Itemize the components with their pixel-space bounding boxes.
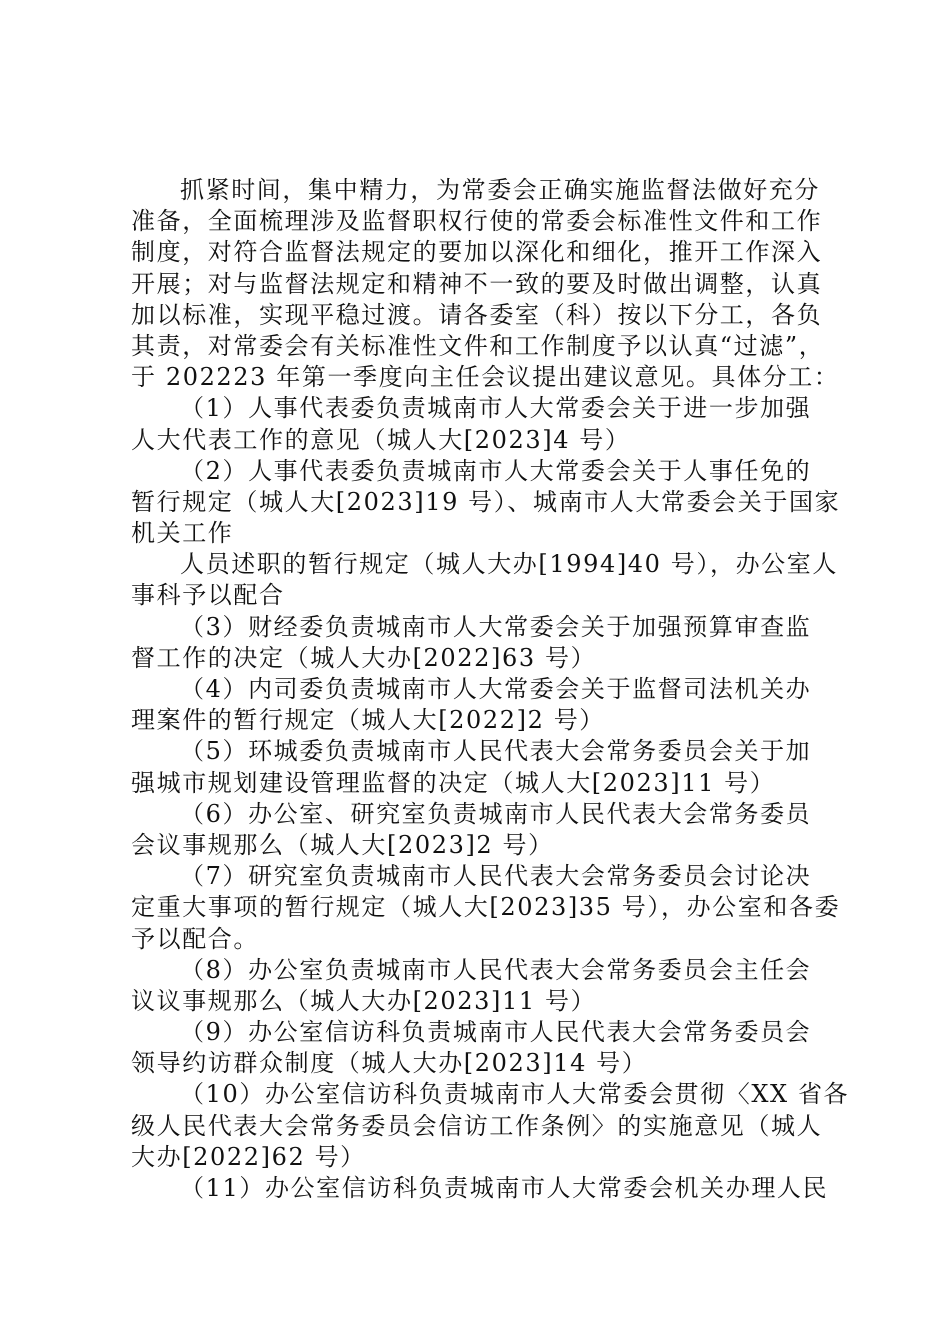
list-item-line: 督工作的决定（城人大办[2022]63 号） (131, 643, 597, 672)
list-item-line: 予以配合。 (131, 924, 259, 953)
list-item-line: （11）办公室信访科负责城南市人大常委会机关办理人民 (180, 1174, 829, 1202)
list-item-line: （1）人事代表委负责城南市人大常委会关于进一步加强 (180, 394, 812, 423)
list-item-line: 大办[2022]62 号） (131, 1142, 366, 1171)
paragraph-line: 准备，全面梳理涉及监督职权行使的常委会标准性文件和工作 (131, 207, 823, 236)
list-item-line: （8）办公室负责城南市人民代表大会常务委员会主任会 (180, 955, 812, 984)
list-item-line: 会议事规那么（城人大[2023]2 号） (131, 830, 554, 859)
document-body (131, 175, 850, 1204)
paragraph-line: 抓紧时间，集中精力，为常委会正确实施监督法做好充分 (180, 176, 820, 204)
list-item-line: 人大代表工作的意见（城人大[2023]4 号） (131, 425, 631, 454)
list-item-line: （7）研究室负责城南市人民代表大会常务委员会讨论决 (180, 862, 812, 891)
paragraph-line: 加以标准，实现平稳过渡。请各委室（科）按以下分工，各负 (131, 300, 823, 329)
list-item-line: 领导约访群众制度（城人大办[2023]14 号） (131, 1049, 648, 1078)
list-item-line: （6）办公室、研究室负责城南市人民代表大会常务委员 (180, 799, 812, 828)
paragraph-line: 开展；对与监督法规定和精神不一致的要及时做出调整，认真 (131, 269, 823, 298)
list-item-line: 理案件的暂行规定（城人大[2022]2 号） (131, 706, 605, 735)
list-item-line: （3）财经委负责城南市人大常委会关于加强预算审查监 (180, 612, 812, 641)
paragraph-line: 制度，对符合监督法规定的要加以深化和细化，推开工作深入 (131, 238, 823, 267)
list-item-line: 议议事规那么（城人大办[2023]11 号） (131, 986, 597, 1015)
list-item-line: 强城市规划建设管理监督的决定（城人大[2023]11 号） (131, 768, 776, 797)
paragraph-line: 于 202223 年第一季度向主任会议提出建议意见。具体分工： (131, 363, 840, 392)
list-item-line: （9）办公室信访科负责城南市人民代表大会常务委员会 (180, 1018, 812, 1047)
list-item-line: （5）环城委负责城南市人民代表大会常务委员会关于加 (180, 737, 812, 766)
list-item-line: （4）内司委负责城南市人大常委会关于监督司法机关办 (180, 675, 812, 703)
list-item-line: 定重大事项的暂行规定（城人大[2023]35 号），办公室和各委 (131, 893, 841, 922)
list-item-line: （10）办公室信访科负责城南市人大常委会贯彻〈XX 省各 (180, 1080, 850, 1109)
list-item-line: 级人民代表大会常务委员会信访工作条例〉的实施意见（城人 (131, 1111, 823, 1140)
list-item-line: 机关工作 (131, 519, 234, 548)
list-item-line: 事科予以配合 (131, 581, 285, 610)
list-item-line: 人员述职的暂行规定（城人大办[1994]40 号），办公室人 (180, 550, 838, 579)
paragraph-line: 其责，对常委会有关标准性文件和工作制度予以认真“过滤”， (131, 331, 825, 360)
list-item-line: （2）人事代表委负责城南市人大常委会关于人事任免的 (180, 456, 812, 485)
list-item-line: 暂行规定（城人大[2023]19 号）、城南市人大常委会关于国家 (131, 487, 841, 516)
